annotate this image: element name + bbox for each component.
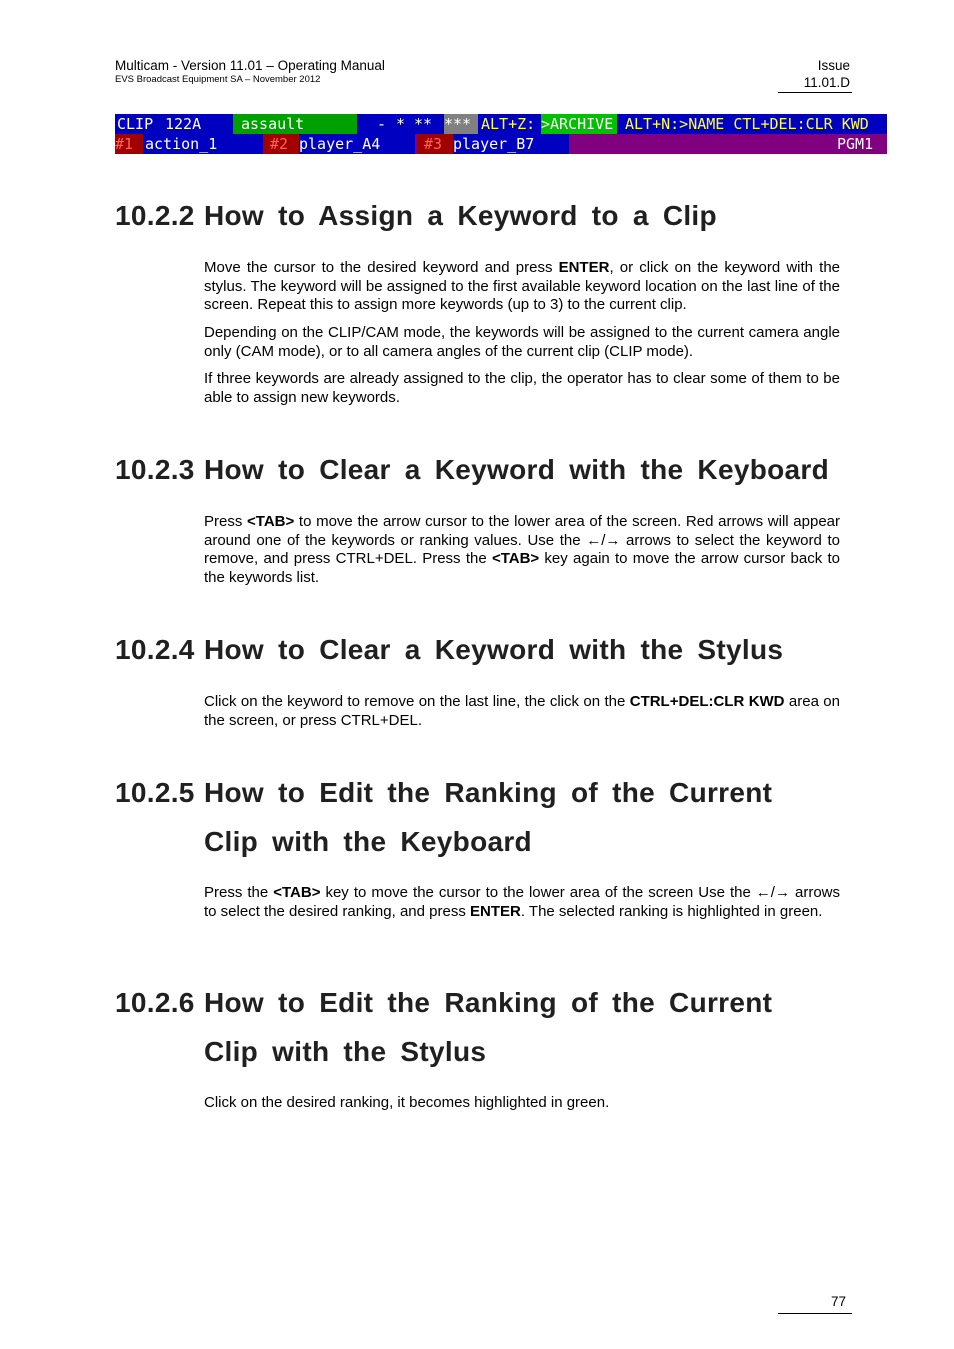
page-header-right — [730, 58, 850, 91]
text-run: to move the arrow cursor to the lower area of the screen. Red arrows will appear around one of the keywords or ranking values. Use the ←/→ arrows to select the keyword to remove, and press CTRL+DEL. Press the — [204, 513, 840, 568]
keyword-slot-3-name: player_B7 — [453, 134, 569, 154]
paragraph-clear-keyboard — [204, 513, 840, 587]
section-number: 10.2.5 — [115, 777, 195, 808]
section-number: 10.2.4 — [115, 634, 195, 665]
section-heading-10-2-4 — [115, 625, 783, 674]
issue-version: 11.01.D — [803, 75, 850, 90]
text-run: Press — [204, 513, 248, 530]
section-heading-10-2-2 — [115, 191, 717, 240]
section-title: How to Clear a Keyword with the Keyboard — [204, 454, 829, 485]
issue-label: Issue — [817, 58, 850, 73]
footer-rule — [778, 1313, 852, 1314]
section-number: 10.2.3 — [115, 454, 195, 485]
page-number: 77 — [830, 1294, 846, 1309]
section-heading-10-2-5 — [115, 768, 772, 866]
section-heading-10-2-6 — [115, 978, 772, 1076]
keyword-slot-2-name: player_A4 — [299, 134, 415, 154]
keyword-slot-3-number: #3 — [417, 134, 453, 154]
archive-label: >ARCHIVE — [541, 114, 617, 134]
text-run: . The selected ranking is highlighted in green. — [520, 902, 823, 920]
screen-row-keywords — [115, 134, 887, 154]
section-title-line1: How to Edit the Ranking of the Current — [204, 777, 773, 808]
pgm-label: PGM1 — [837, 135, 874, 153]
keyword-slot-1-number: #1 — [115, 134, 143, 154]
document-subtitle: EVS Broadcast Equipment SA – November 2012 — [115, 74, 321, 85]
paragraph-clear-stylus — [204, 693, 840, 730]
paragraph-ranking-stylus: Click on the desired ranking, it becomes highlighted in green. — [204, 1094, 610, 1111]
key-tab: <TAB> — [247, 513, 295, 530]
alt-z-shortcut: ALT+Z: — [481, 115, 536, 133]
paragraph-ranking-keyboard — [204, 884, 840, 921]
text-run: key again to move the arrow cursor back to the keywords list. — [204, 550, 840, 586]
clip-label: CLIP — [117, 115, 154, 133]
section-title: How to Assign a Keyword to a Clip — [204, 200, 717, 231]
key-tab: <TAB> — [273, 884, 321, 901]
alt-n-shortcuts: ALT+N:>NAME CTL+DEL:CLR KWD — [625, 115, 869, 133]
clip-keyword: assault — [233, 114, 357, 134]
key-tab: <TAB> — [491, 550, 540, 568]
rank-none: - — [377, 115, 387, 133]
section-title-line1: How to Edit the Ranking of the Current — [204, 987, 773, 1018]
rank-three-stars: *** — [444, 114, 478, 134]
section-number: 10.2.2 — [115, 200, 195, 231]
page-header-left — [115, 58, 385, 86]
section-title-line2: Clip with the Stylus — [204, 1036, 487, 1067]
section-number: 10.2.6 — [115, 987, 195, 1018]
keyword-slot-2-number: #2 — [263, 134, 299, 154]
rank-two-stars: ** — [414, 115, 433, 133]
text-run: key to move the cursor to the lower area of the screen Use the ←/→ arrows to select the desired ranking, and press — [204, 884, 840, 920]
clip-id: 122A — [165, 114, 233, 134]
key-enter: ENTER — [470, 902, 521, 920]
section-heading-10-2-3 — [115, 445, 829, 494]
key-ctrl-del: CTRL+DEL:CLR KWD — [629, 693, 785, 710]
keyword-screen-capture — [115, 114, 887, 154]
text-run: area on the screen, or press CTRL+DEL. — [204, 693, 840, 729]
screen-row-clip — [115, 114, 887, 134]
section-title-line2: Clip with the Keyboard — [204, 826, 532, 857]
section-title: How to Clear a Keyword with the Stylus — [204, 634, 784, 665]
rank-one-star: * — [396, 115, 406, 133]
text-run: Press the — [204, 884, 274, 901]
document-title: Multicam - Version 11.01 – Operating Manual — [115, 58, 385, 73]
paragraph-three-keywords: If three keywords are already assigned to the clip, the operator has to clear some of them to be able to assign new keywords. — [204, 370, 840, 406]
text-run: , or click on the keyword with the stylus. The keyword will be assigned to the first available keyword location on the last line of the screen. Repeat this to assign more keywords (up to 3) to the current clip. — [204, 259, 840, 314]
key-enter: ENTER — [558, 259, 610, 276]
header-rule — [778, 92, 852, 93]
paragraph-clip-cam-mode: Depending on the CLIP/CAM mode, the keywords will be assigned to the current camera angle only (CAM mode), or to all camera angles of the current clip (CLIP mode). — [204, 324, 840, 360]
text-run: Move the cursor to the desired keyword and press — [204, 259, 559, 276]
paragraph-assign-keyword — [204, 259, 840, 315]
keyword-slot-1-name: action_1 — [143, 134, 267, 154]
text-run: Click on the keyword to remove on the last line, the click on the — [204, 693, 630, 710]
